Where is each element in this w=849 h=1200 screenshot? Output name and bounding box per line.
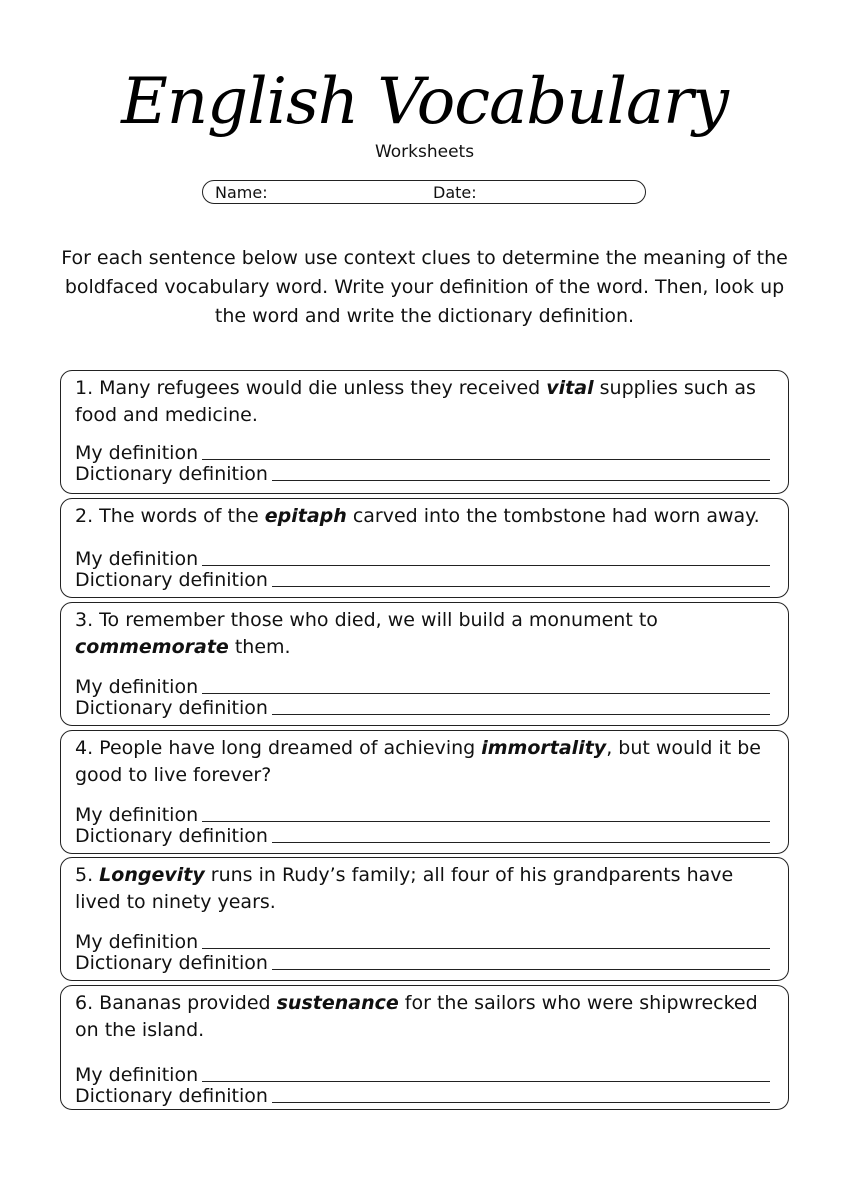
worksheet-title: English Vocabulary — [121, 65, 728, 139]
vocab-word: immortality — [481, 737, 607, 759]
question-text: 2. The words of the epitaph carved into the tombstone had worn away. — [75, 505, 760, 527]
question-box — [60, 602, 789, 726]
answer-line[interactable] — [202, 693, 770, 694]
question-box — [60, 857, 789, 981]
vocab-word: commemorate — [75, 636, 229, 658]
answer-line[interactable] — [272, 480, 770, 481]
dictionary-definition-row: Dictionary definition — [75, 951, 770, 973]
question-box — [60, 985, 789, 1110]
vocab-word: vital — [546, 377, 594, 399]
answer-line[interactable] — [202, 459, 770, 460]
answer-line[interactable] — [202, 948, 770, 949]
worksheet-subtitle: Worksheets — [374, 142, 475, 162]
dictionary-definition-row: Dictionary definition — [75, 462, 770, 484]
my-definition-row: My definition — [75, 930, 770, 952]
vocab-word: epitaph — [264, 505, 347, 527]
question-text: 5. Longevity runs in Rudy’s family; all four of his grandparents have lived to ninety years. — [75, 864, 734, 913]
name-date-bar — [202, 180, 646, 204]
date-label: Date: — [433, 183, 477, 202]
question-text: 6. Bananas provided sustenance for the sailors who were shipwrecked on the island. — [75, 992, 758, 1041]
name-label: Name: — [215, 183, 268, 202]
my-definition-row: My definition — [75, 1063, 770, 1085]
my-definition-row: My definition — [75, 675, 770, 697]
answer-line[interactable] — [272, 842, 770, 843]
my-definition-row: My definition — [75, 441, 770, 463]
answer-line[interactable] — [202, 565, 770, 566]
answer-line[interactable] — [272, 586, 770, 587]
question-text: 3. To remember those who died, we will build a monument to commemorate them. — [75, 609, 658, 658]
question-box — [60, 370, 789, 494]
answer-line[interactable] — [202, 821, 770, 822]
answer-line[interactable] — [202, 1081, 770, 1082]
vocab-word: sustenance — [276, 992, 399, 1014]
question-text: 1. Many refugees would die unless they received vital supplies such as food and medicine. — [75, 377, 756, 426]
my-definition-row: My definition — [75, 547, 770, 569]
answer-line[interactable] — [272, 1102, 770, 1103]
question-box — [60, 498, 789, 598]
my-definition-row: My definition — [75, 803, 770, 825]
question-text: 4. People have long dreamed of achieving immortality, but would it be good to live forever? — [75, 737, 761, 786]
vocab-word: Longevity — [99, 864, 205, 886]
answer-line[interactable] — [272, 969, 770, 970]
dictionary-definition-row: Dictionary definition — [75, 696, 770, 718]
dictionary-definition-row: Dictionary definition — [75, 568, 770, 590]
dictionary-definition-row: Dictionary definition — [75, 824, 770, 846]
dictionary-definition-row: Dictionary definition — [75, 1084, 770, 1106]
question-box — [60, 730, 789, 854]
instructions-text: For each sentence below use context clues to determine the meaning of the boldfaced vocabulary word. Write your definition of the word. Then, look up the word and write the dictionary definition. — [61, 247, 788, 327]
answer-line[interactable] — [272, 714, 770, 715]
